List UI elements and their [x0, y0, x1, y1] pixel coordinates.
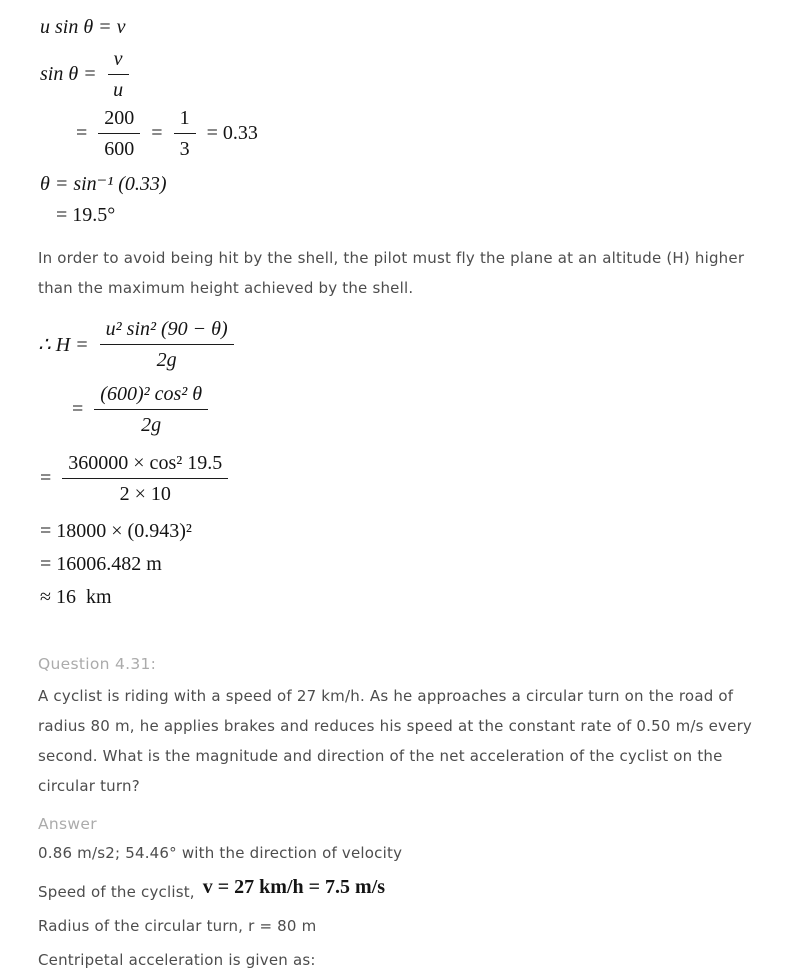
fraction-1-over-3 [174, 106, 196, 161]
equation-text: = 16006.482 m [40, 553, 162, 575]
speed-label: Speed of the cyclist, [38, 883, 195, 901]
equation-lhs: sin θ = [40, 63, 102, 85]
centripetal-line: Centripetal acceleration is given as: [38, 951, 316, 969]
fraction-200-over-600 [98, 106, 140, 161]
equation-multiplication [40, 520, 753, 543]
fraction-denominator: 2g [141, 414, 162, 436]
equation-text: = 19.5° [56, 204, 116, 226]
equation-text: u sin θ = v [40, 16, 126, 38]
equation-numeric [40, 451, 753, 506]
fraction-numerator: v [108, 47, 129, 75]
equals-sign: = [76, 122, 93, 144]
equation-H-definition [38, 317, 753, 372]
fraction-numerator: 200 [98, 106, 140, 134]
fraction-numerator: 1 [174, 106, 196, 134]
equation-text: θ = sin⁻¹ (0.33) [40, 173, 167, 195]
equation-ratio [76, 106, 753, 161]
equation-text: = 18000 × (0.943)² [40, 520, 192, 542]
fraction-denominator: u [113, 79, 124, 101]
answer-result-line: 0.86 m/s2; 54.46° with the direction of velocity [38, 844, 403, 862]
equation-lhs: ∴ H = [38, 334, 94, 356]
equals-sign: = [72, 398, 89, 420]
equation-sin-theta-fraction [40, 47, 753, 102]
fraction-numerator: 360000 × cos² 19.5 [62, 451, 228, 479]
question-body: A cyclist is riding with a speed of 27 km/h. As he approaches a circular turn on the road of radius 80 m, he applies brakes and reduces his speed at the constant rate of 0.50 m/s every second. What is the magnitude and direction of the net acceleration of the cyclist on the circular turn? [38, 687, 753, 795]
equation-angle-result [56, 204, 753, 227]
question-431-section [38, 655, 753, 801]
fraction-numerator: (600)² cos² θ [94, 382, 208, 410]
equation-substitution [72, 382, 753, 437]
equation-u-sin-theta [40, 16, 753, 39]
derivation-minimum-altitude [38, 317, 753, 609]
answer-section [38, 815, 753, 975]
equation-result: = 0.33 [201, 122, 258, 144]
speed-line [38, 876, 753, 907]
radius-line: Radius of the circular turn, r = 80 m [38, 917, 317, 935]
fraction-u2sin2-over-2g [100, 317, 234, 372]
equals-sign: = [146, 122, 168, 144]
equation-theta-arcsin [40, 171, 753, 196]
fraction-denominator: 2 × 10 [119, 483, 171, 505]
fraction-360000-over-20 [62, 451, 228, 506]
paragraph-pilot-altitude: In order to avoid being hit by the shell, the pilot must fly the plane at an altitude (H) higher than the maximum height achieved by the shell. [38, 249, 745, 297]
fraction-denominator: 2g [156, 349, 177, 371]
question-heading: Question 4.31: [38, 655, 157, 673]
speed-math-value: v = 27 km/h = 7.5 m/s [202, 876, 386, 898]
fraction-600sq-over-2g [94, 382, 208, 437]
equation-text: ≈ 16 km [40, 586, 112, 608]
derivation-elevation-angle [38, 16, 753, 227]
fraction-denominator: 600 [104, 138, 135, 160]
equals-sign: = [40, 467, 57, 489]
fraction-v-over-u [108, 47, 129, 102]
equation-result-meters [40, 553, 753, 576]
fraction-denominator: 3 [179, 138, 190, 160]
fraction-numerator: u² sin² (90 − θ) [100, 317, 234, 345]
answer-heading: Answer [38, 815, 97, 833]
equation-result-km [40, 586, 753, 609]
